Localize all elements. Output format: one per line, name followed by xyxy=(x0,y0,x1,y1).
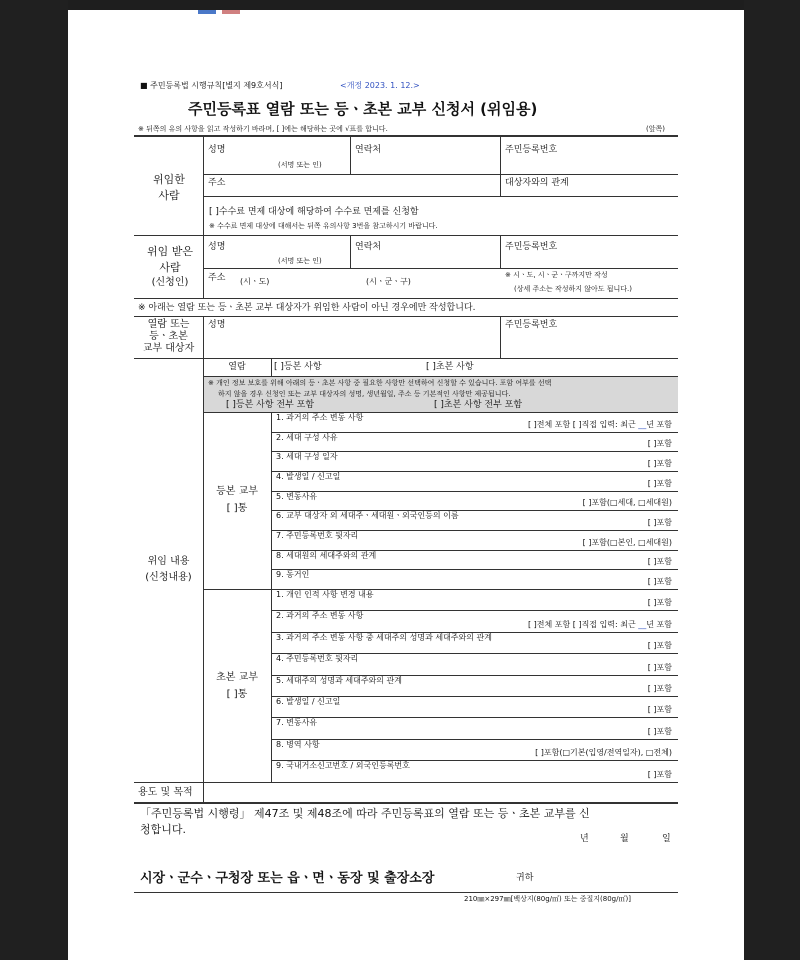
deungbon-item-label: 5. 변동사유 xyxy=(276,491,318,501)
deungbon-item-label: 4. 발생일 / 신고일 xyxy=(276,472,341,481)
include-option-text: [ ]포함(□기본(입영/전역일자), □전체) xyxy=(535,748,672,758)
delegator-sign-hint: (서명 또는 인) xyxy=(278,161,322,169)
years-blank[interactable]: __ xyxy=(638,619,647,629)
include-option-text: [ ]포함 xyxy=(647,577,672,587)
form-instruction: ※ 뒤쪽의 유의 사항을 읽고 작성하기 바라며, [ ]에는 해당하는 곳에 √표를 합니다. xyxy=(138,125,388,133)
chobon-item-label: 8. 병역 사항 xyxy=(276,739,320,749)
target-label-2: 등ㆍ초본 xyxy=(149,331,188,342)
delegator-rrn-label: 주민등록번호 xyxy=(505,145,558,155)
date-day: 일 xyxy=(662,834,671,844)
date-year: 년 xyxy=(580,834,589,844)
chobon-count-checkbox[interactable]: [ ]통 xyxy=(226,689,248,700)
delegator-relation-label: 대상자와의 관계 xyxy=(505,178,569,188)
deungbon-item-include-checkbox[interactable] xyxy=(648,578,672,586)
deungbon-item-include-checkbox[interactable] xyxy=(648,440,672,448)
deungbon-item-label: 7. 주민등록번호 뒷자리 xyxy=(276,531,359,541)
deungbon-item-include-checkbox[interactable] xyxy=(528,421,672,429)
chobon-item-include-checkbox[interactable] xyxy=(648,771,672,779)
revision-date: <개정 2023. 1. 12.> xyxy=(340,81,420,90)
chobon-item-label: 4. 주민등록번호 뒷자리 xyxy=(276,654,359,664)
delegate-address-sido: (시ㆍ도) xyxy=(240,277,270,286)
deungbon-item-include-checkbox[interactable] xyxy=(648,460,672,468)
deungbon-item-label: 8. 세대원의 세대주와의 관계 xyxy=(276,550,377,560)
delegate-sign-hint: (서명 또는 인) xyxy=(278,257,322,265)
include-option-text: [ ]포함 xyxy=(647,726,672,736)
delegate-contact-label: 연락처 xyxy=(355,242,382,252)
chobon-item-label: 1. 개인 인적 사항 변경 내용 xyxy=(276,590,374,599)
chobon-item-label: 2. 과거의 주소 변동 사항 xyxy=(276,611,364,621)
include-option-text: [ ]전체 포함 [ ]직접 입력: 최근 xyxy=(528,619,636,629)
chobon-item-include-checkbox[interactable] xyxy=(648,685,672,693)
chobon-item-label: 5. 세대주의 성명과 세대주와의 관계 xyxy=(276,675,402,685)
include-option-text: [ ]포함(□본인, □세대원) xyxy=(582,537,672,547)
right-dark-margin xyxy=(744,0,800,960)
view-deungbon-checkbox[interactable]: [ ]등본 사항 xyxy=(274,362,322,372)
delegate-address-note-1: ※ 시ㆍ도, 시ㆍ군ㆍ구까지만 작성 xyxy=(505,271,608,279)
view-chobon-checkbox[interactable]: [ ]초본 사항 xyxy=(426,362,474,372)
include-option-text: [ ]포함 xyxy=(647,439,672,449)
include-option-text: [ ]포함 xyxy=(647,662,672,672)
form-reference: ■ 주민등록법 시행규칙[별지 제9호서식] xyxy=(140,81,283,90)
deungbon-item-label: 2. 세대 구성 사유 xyxy=(276,432,338,442)
recipient-title: 시장ㆍ군수ㆍ구청장 또는 읍ㆍ면ㆍ동장 및 출장소장 xyxy=(140,871,435,886)
delegate-label-3: (신청인) xyxy=(151,277,189,288)
chobon-label-1: 초본 교부 xyxy=(216,672,258,683)
target-name-label: 성명 xyxy=(208,320,226,330)
delegate-address-label: 주소 xyxy=(208,273,226,283)
chobon-item-include-checkbox[interactable] xyxy=(648,599,672,607)
row-divider xyxy=(271,569,678,570)
chobon-item-include-checkbox[interactable] xyxy=(535,749,672,757)
delegator-address-label: 주소 xyxy=(208,178,226,188)
years-suffix: 년 포함 xyxy=(646,419,672,429)
row-divider xyxy=(271,717,678,718)
include-option-text: [ ]포함 xyxy=(647,705,672,715)
left-dark-margin xyxy=(0,0,68,960)
top-border xyxy=(134,135,678,137)
include-option-text: [ ]포함 xyxy=(647,478,672,488)
deungbon-item-label: 3. 세대 구성 일자 xyxy=(276,452,338,462)
deungbon-item-include-checkbox[interactable] xyxy=(648,480,672,488)
delegator-label-2: 사람 xyxy=(158,189,180,202)
cropped-header-logo xyxy=(198,10,238,14)
fee-exempt-note: ※ 수수료 면제 대상에 대해서는 뒤쪽 유의사항 3번을 참고하시기 바랍니다. xyxy=(209,222,438,230)
delegate-label-1: 위임 받은 xyxy=(146,245,193,258)
privacy-notice-2: 하지 않을 경우 신청인 또는 교부 대상자의 성명, 생년월일, 주소 등 기본적인 사항만 제공됩니다. xyxy=(218,390,511,398)
chobon-item-label: 6. 발생일 / 신고일 xyxy=(276,697,341,706)
deungbon-item-include-checkbox[interactable] xyxy=(648,519,672,527)
row-divider xyxy=(271,491,678,492)
include-option-text: [ ]전체 포함 [ ]직접 입력: 최근 xyxy=(528,419,636,429)
include-option-text: [ ]포함 xyxy=(647,684,672,693)
include-option-text: [ ]포함 xyxy=(647,557,672,567)
target-notice: ※ 아래는 열람 또는 등ㆍ초본 교부 대상자가 위임한 사람이 아닌 경우에만 작성합니다. xyxy=(138,303,476,313)
chobon-item-include-checkbox[interactable] xyxy=(648,706,672,714)
form-page xyxy=(68,10,744,960)
row-divider xyxy=(271,739,678,740)
deungbon-count-checkbox[interactable]: [ ]통 xyxy=(226,503,248,514)
all-deungbon-checkbox[interactable]: [ ]등본 사항 전부 포함 xyxy=(226,400,315,410)
delegator-contact-label: 연락처 xyxy=(355,145,382,155)
target-label-3: 교부 대상자 xyxy=(142,343,195,354)
all-chobon-checkbox[interactable]: [ ]초본 사항 전부 포함 xyxy=(434,400,523,410)
delegate-name-label: 성명 xyxy=(208,242,226,252)
form-title: 주민등록표 열람 또는 등ㆍ초본 교부 신청서 (위임용) xyxy=(188,100,538,118)
include-option-text: [ ]포함(□세대, □세대원) xyxy=(582,498,672,508)
chobon-item-label: 9. 국내거소신고번호 / 외국인등록번호 xyxy=(276,761,410,771)
statement-line-1: 「주민등록법 시행령」 제47조 및 제48조에 따라 주민등록표의 열람 또는 등ㆍ초본 교부를 신 xyxy=(140,807,590,820)
target-label-1: 열람 또는 xyxy=(147,319,190,330)
chobon-item-label: 7. 변동사유 xyxy=(276,718,318,728)
purpose-label: 용도 및 목적 xyxy=(138,787,193,798)
recipient-suffix: 귀하 xyxy=(516,873,534,883)
deungbon-item-label: 1. 과거의 주소 변동 사항 xyxy=(276,413,364,422)
include-option-text: [ ]포함 xyxy=(647,641,672,651)
view-label: 열람 xyxy=(228,362,246,372)
target-rrn-label: 주민등록번호 xyxy=(505,320,558,330)
content-label-1: 위임 내용 xyxy=(147,556,190,567)
page-side-label: (앞쪽) xyxy=(646,125,665,133)
years-blank[interactable]: __ xyxy=(638,419,647,429)
statement-line-2: 청합니다. xyxy=(140,823,187,836)
date-month: 월 xyxy=(620,834,629,844)
include-option-text: [ ]포함 xyxy=(647,769,672,779)
chobon-item-include-checkbox[interactable] xyxy=(648,728,672,736)
deungbon-item-include-checkbox[interactable] xyxy=(648,558,672,566)
include-option-text: [ ]포함 xyxy=(647,459,672,468)
delegator-label-1: 위임한 xyxy=(153,173,185,186)
deungbon-item-include-checkbox[interactable] xyxy=(583,499,672,507)
delegate-label-2: 사람 xyxy=(159,261,181,274)
chobon-item-include-checkbox[interactable] xyxy=(648,642,672,650)
delegator-name-label: 성명 xyxy=(208,145,226,155)
deungbon-item-include-checkbox[interactable] xyxy=(583,539,672,547)
deungbon-item-label: 9. 동거인 xyxy=(276,570,310,580)
chobon-item-include-checkbox[interactable] xyxy=(528,621,672,629)
chobon-item-label: 3. 과거의 주소 변동 사항 중 세대주의 성명과 세대주와의 관계 xyxy=(276,632,492,642)
fee-exempt-checkbox[interactable]: [ ]수수료 면제 대상에 해당하여 수수료 면제를 신청함 xyxy=(209,207,419,217)
chobon-item-include-checkbox[interactable] xyxy=(648,664,672,672)
years-suffix: 년 포함 xyxy=(646,619,672,629)
deungbon-item-label: 6. 교부 대상자 외 세대주ㆍ세대원ㆍ외국인등의 이름 xyxy=(276,511,459,521)
delegate-address-note-2: (상세 주소는 작성하지 않아도 됩니다.) xyxy=(514,285,633,293)
content-label-2: (신청내용) xyxy=(145,572,192,583)
delegate-rrn-label: 주민등록번호 xyxy=(505,242,558,252)
deungbon-label-1: 등본 교부 xyxy=(216,486,258,497)
paper-size-note: 210㎜×297㎜[백상지(80g/㎡) 또는 중질지(80g/㎡)] xyxy=(464,895,631,903)
include-option-text: [ ]포함 xyxy=(647,518,672,528)
include-option-text: [ ]포함 xyxy=(647,598,672,608)
privacy-notice-1: ※ 개인 정보 보호를 위해 아래의 등ㆍ초본 사항 중 필요한 사항만 선택하여 신청할 수 있습니다. 포함 여부를 선택 xyxy=(208,379,552,387)
delegate-address-sigungu: (시ㆍ군ㆍ구) xyxy=(366,277,411,286)
